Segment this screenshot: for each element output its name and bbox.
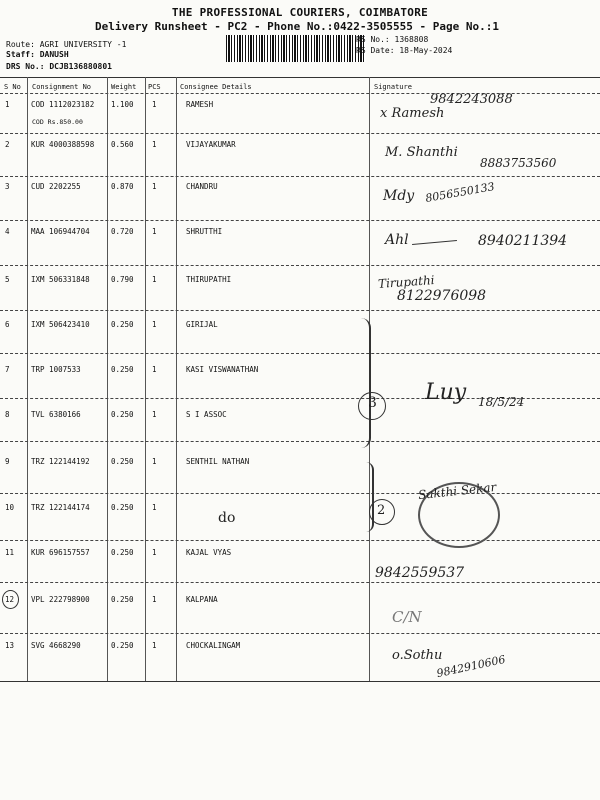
row-consignment: SVG 4668290: [31, 641, 81, 650]
drs-line: [6, 62, 112, 71]
ditto-mark: do: [218, 510, 236, 526]
row-consignment: IXM 506331848: [31, 275, 90, 284]
row-pcs: 1: [152, 641, 157, 650]
signature-stroke: [412, 240, 457, 245]
row-weight: 0.250: [111, 503, 134, 512]
col-divider: [27, 77, 28, 681]
table-bottom-rule: [0, 681, 600, 682]
row-consignment: IXM 506423410: [31, 320, 90, 329]
row-consignee: GIRIJAL: [186, 320, 218, 329]
rs-date-label: RS Date:: [356, 46, 395, 55]
barcode: [226, 35, 366, 62]
row-weight: 0.560: [111, 140, 134, 149]
rs-no-value: 1368808: [394, 35, 429, 44]
col-consignee: Consignee Details: [180, 83, 252, 91]
row-divider: [0, 441, 600, 442]
document-title: THE PROFESSIONAL COURIERS, COIMBATORE: [171, 6, 429, 19]
row-pcs: 1: [152, 227, 157, 236]
row-consignee: CHANDRU: [186, 182, 218, 191]
row-pcs: 1: [152, 320, 157, 329]
col-consignment: Consignment No: [32, 83, 92, 91]
row-pcs: 1: [152, 275, 157, 284]
signature-scrawl: o.Sothu: [392, 648, 443, 663]
row-weight: 0.870: [111, 182, 134, 191]
rs-no-label: RS No.:: [356, 35, 390, 44]
row-pcs: 1: [152, 100, 157, 109]
row-weight: 0.250: [111, 410, 134, 419]
staff-label: Staff:: [6, 50, 35, 59]
row-sno: 11: [5, 548, 15, 557]
row-sno: 2: [5, 140, 10, 149]
row-pcs: 1: [152, 182, 157, 191]
col-sno: S No: [4, 83, 21, 91]
row-consignee: SHRUTTHI: [186, 227, 223, 236]
row-consignment: KUR 696157557: [31, 548, 90, 557]
row-consignment: TRP 1007533: [31, 365, 81, 374]
row-sno: 6: [5, 320, 10, 329]
row-pcs: 1: [152, 503, 157, 512]
row-pcs: 1: [152, 140, 157, 149]
row-sno: 7: [5, 365, 10, 374]
row-sno: 9: [5, 457, 10, 466]
signature-name: M. Shanthi: [385, 145, 458, 160]
row-consignee: S I ASSOC: [186, 410, 227, 419]
row-sno: 8: [5, 410, 10, 419]
signature-scrawl: Luy: [425, 380, 467, 405]
row-sno: 4: [5, 227, 10, 236]
signature-name: Tirupathi: [377, 273, 435, 291]
row-weight: 1.100: [111, 100, 134, 109]
route-label: Route:: [6, 40, 35, 49]
row-weight: 0.250: [111, 595, 134, 604]
cod-amount: COD Rs.850.00: [32, 118, 83, 126]
runsheet-subtitle: Delivery Runsheet - PC2 - Phone No.:0422-3505555 - Page No.:1: [95, 20, 499, 33]
row-consignee: KASI VISWANATHAN: [186, 365, 259, 374]
row-sno: 13: [5, 641, 15, 650]
row-pcs: 1: [152, 410, 157, 419]
row-weight: 0.250: [111, 320, 134, 329]
row-pcs: 1: [152, 595, 157, 604]
signature-phone: 8940211394: [478, 233, 568, 249]
row-consignee: RAMESH: [186, 100, 214, 109]
row-consignee: KAJAL VYAS: [186, 548, 232, 557]
row-divider: [0, 310, 600, 311]
signature-scrawl: x Ramesh: [380, 106, 445, 121]
row-consignee: KALPANA: [186, 595, 218, 604]
row-divider: [0, 493, 600, 494]
drs-value: DCJB136880801: [49, 62, 112, 71]
row-pcs: 1: [152, 548, 157, 557]
row-consignee: CHOCKALINGAM: [186, 641, 241, 650]
row-weight: 0.720: [111, 227, 134, 236]
row-divider: [0, 265, 600, 266]
row-consignment: CUD 2202255: [31, 182, 81, 191]
drs-label: DRS No.:: [6, 62, 45, 71]
group-count: 2: [377, 503, 386, 518]
row-consignee: THIRUPATHI: [186, 275, 232, 284]
col-divider: [176, 77, 177, 681]
signature-phone: 8122976098: [397, 288, 487, 304]
row-weight: 0.250: [111, 457, 134, 466]
row-consignment: TRZ 122144192: [31, 457, 90, 466]
row-divider: [0, 220, 600, 221]
rs-date-line: [356, 46, 452, 55]
row-sno: 12: [5, 595, 15, 604]
signature-name: Ahl: [385, 232, 409, 248]
row-sno: 3: [5, 182, 10, 191]
row-consignment: VPL 222798900: [31, 595, 90, 604]
staff-line: [6, 50, 69, 59]
rs-date-value: 18-May-2024: [399, 46, 453, 55]
signature-note: C/N: [392, 608, 422, 626]
col-pcs: PCS: [148, 83, 161, 91]
signature-name: Sakthi Sekar: [417, 479, 497, 503]
staff-value: DANUSH: [39, 50, 69, 59]
row-sno: 1: [5, 100, 10, 109]
row-divider: [0, 353, 600, 354]
row-divider: [0, 540, 600, 541]
row-sno: 5: [5, 275, 10, 284]
row-divider: [0, 176, 600, 177]
signature-phone: 9842910606: [435, 652, 507, 681]
row-consignee: VIJAYAKUMAR: [186, 140, 236, 149]
col-signature: Signature: [374, 83, 412, 91]
route-line: [6, 40, 126, 49]
row-consignment: MAA 106944704: [31, 227, 90, 236]
row-consignment: COD 1112023182: [31, 100, 95, 109]
group-count: 3: [368, 395, 377, 411]
row-divider: [0, 633, 600, 634]
row-consignment: KUR 4000388598: [31, 140, 95, 149]
group-bracket: [357, 318, 371, 448]
row-weight: 0.250: [111, 548, 134, 557]
header-top-rule: [0, 77, 600, 78]
row-pcs: 1: [152, 365, 157, 374]
signature-name: Mdy: [383, 188, 415, 204]
rs-no-line: [356, 35, 428, 44]
row-sno: 10: [5, 503, 15, 512]
signature-phone: 8883753560: [480, 156, 557, 170]
row-divider: [0, 582, 600, 583]
signature-phone: 9842243088: [430, 92, 513, 107]
col-divider: [145, 77, 146, 681]
signature-phone: 9842559537: [375, 565, 465, 581]
col-weight: Weight: [111, 83, 137, 91]
signature-date: 18/5/24: [478, 395, 525, 409]
row-consignee: SENTHIL NATHAN: [186, 457, 250, 466]
row-divider: [0, 133, 600, 134]
row-weight: 0.250: [111, 641, 134, 650]
row-consignment: TRZ 122144174: [31, 503, 90, 512]
row-consignment: TVL 6380166: [31, 410, 81, 419]
row-pcs: 1: [152, 457, 157, 466]
row-weight: 0.250: [111, 365, 134, 374]
row-weight: 0.790: [111, 275, 134, 284]
signature-phone: 8056550133: [424, 180, 496, 205]
col-divider: [107, 77, 108, 681]
route-value: AGRI UNIVERSITY -1: [39, 40, 127, 49]
